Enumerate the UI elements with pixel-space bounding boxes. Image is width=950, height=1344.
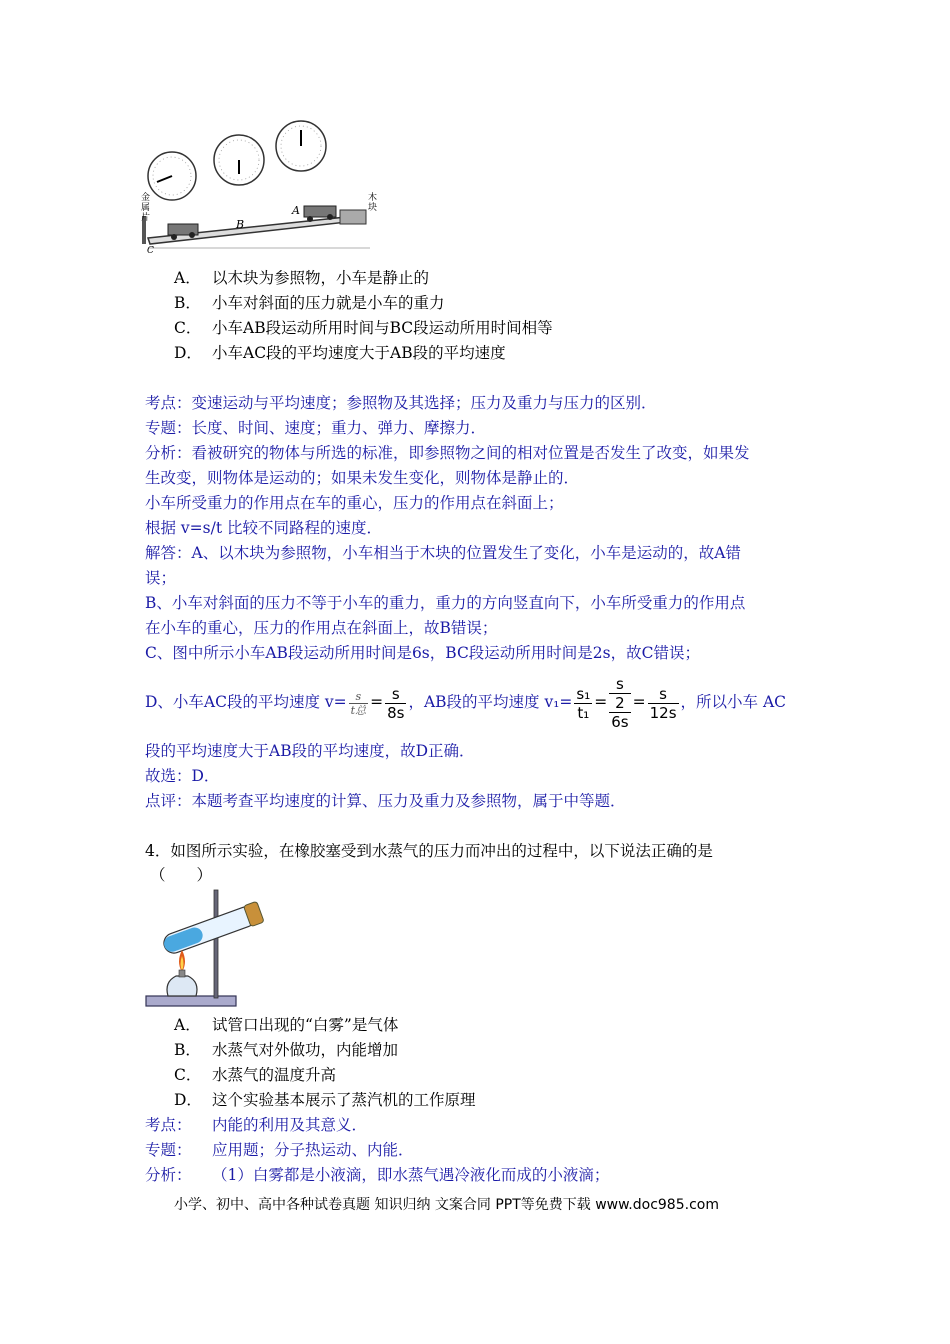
fraction-s-over-8s — [385, 685, 406, 722]
option-letter: B． — [174, 294, 201, 312]
clock-icon-a — [276, 121, 326, 171]
frac-den: 12s — [649, 703, 677, 722]
q3-jieda-1: 解答：A、以木块为参照物，小车相当于木块的位置发生了变化，小车是运动的，故A错 — [145, 544, 741, 562]
q4-option-d — [174, 1088, 476, 1112]
frac-den: t₁ — [577, 703, 590, 722]
label-a: A — [292, 204, 300, 217]
fraction-s1-over-t1 — [574, 685, 592, 722]
q3-option-b — [174, 291, 445, 315]
q3-zhuanti: 专题：长度、时间、速度；重力、弹力、摩擦力． — [145, 419, 487, 437]
q4-option-c — [174, 1063, 336, 1087]
q4-zhuanti — [145, 1138, 414, 1162]
label-right-block: 木块 — [368, 193, 378, 213]
q3-option-a — [174, 266, 429, 290]
fraction-s-over-12s — [648, 685, 679, 722]
q3-fenxi-1: 分析：看被研究的物体与所选的标准，即参照物之间的相对位置是否发生了改变，如果发 — [145, 444, 750, 462]
frac-den: 6s — [611, 713, 629, 731]
section-label: 分析： — [145, 1166, 192, 1184]
option-letter: C． — [174, 319, 202, 337]
label-b: B — [236, 218, 245, 231]
q3-fenxi-3: 小车所受重力的作用点在车的重心，压力的作用点在斜面上； — [145, 494, 564, 512]
frac-num: s — [609, 675, 630, 694]
option-letter: D． — [174, 1091, 202, 1109]
q3-jieda-5: C、图中所示小车AB段运动所用时间是6s，BC段运动所用时间是2s，故C错误； — [145, 644, 700, 662]
q3-jieda-2: 误； — [145, 569, 177, 587]
option-text: 小车对斜面的压力就是小车的重力 — [212, 294, 445, 312]
option-text: 以木块为参照物，小车是静止的 — [212, 269, 430, 287]
equals-sign: = — [594, 693, 608, 711]
test-tube-figure — [140, 886, 270, 1012]
option-letter: D． — [174, 344, 202, 362]
q3-kaodian: 考点：变速运动与平均速度；参照物及其选择；压力及重力与压力的区别． — [145, 394, 657, 412]
page-footer: 小学、初中、高中各种试卷真题 知识归纳 文案合同 PPT等免费下载 www.doc985.com — [174, 1197, 719, 1213]
formula-prefix: D、小车AC段的平均速度 v= — [145, 693, 347, 711]
q3-dianping: 点评：本题考查平均速度的计算、压力及重力及参照物，属于中等题． — [145, 792, 626, 810]
q4-fenxi — [145, 1163, 609, 1187]
q3-fenxi-2: 生改变，则物体是运动的；如果未发生变化，则物体是静止的． — [145, 469, 580, 487]
equals-sign: = — [370, 693, 384, 711]
q4-kaodian — [145, 1113, 367, 1137]
q3-option-d — [174, 341, 506, 365]
frac-den: 8s — [387, 703, 405, 722]
section-text: 应用题；分子热运动、内能． — [212, 1141, 414, 1159]
frac-num: s — [385, 685, 406, 704]
frac-den: t总 — [350, 703, 367, 717]
fraction-s-over-2-over-6s — [609, 675, 630, 731]
incline-clocks-figure — [140, 120, 380, 255]
clock-icon-c — [148, 152, 196, 200]
label-c: C — [147, 246, 154, 255]
q3-guxuan: 故选：D． — [145, 767, 220, 785]
option-letter: A． — [174, 1016, 201, 1034]
option-text: 试管口出现的“白雾”是气体 — [212, 1016, 399, 1034]
label-left-block: 金属片 — [141, 193, 151, 223]
q3-fenxi-4: 根据 v=s/t 比较不同路程的速度． — [145, 519, 383, 537]
section-text: （1）白雾都是小液滴，即水蒸气遇冷液化而成的小液滴； — [212, 1166, 610, 1184]
clock-icon-b — [214, 135, 264, 185]
section-label: 考点： — [145, 1116, 192, 1134]
option-text: 小车AC段的平均速度大于AB段的平均速度 — [212, 344, 506, 362]
q4-answer-blank: （ ） — [150, 866, 213, 884]
fraction-s-over-t — [349, 690, 368, 717]
frac-num: s — [648, 685, 679, 704]
option-text: 这个实验基本展示了蒸汽机的工作原理 — [212, 1091, 476, 1109]
formula-suffix: ，所以小车 AC — [680, 693, 786, 711]
option-text: 水蒸气的温度升高 — [212, 1066, 337, 1084]
q3-jieda-4: 在小车的重心，压力的作用点在斜面上，故B错误； — [145, 619, 498, 637]
section-label: 专题： — [145, 1141, 192, 1159]
frac-num: s — [349, 690, 368, 704]
frac-mid: 2 — [609, 694, 630, 713]
q3-jieda-6: 段的平均速度大于AB段的平均速度，故D正确． — [145, 742, 475, 760]
option-letter: A． — [174, 269, 201, 287]
section-text: 内能的利用及其意义． — [212, 1116, 368, 1134]
q3-jieda-3: B、小车对斜面的压力不等于小车的重力，重力的方向竖直向下，小车所受重力的作用点 — [145, 594, 746, 612]
option-text: 小车AB段运动所用时间与BC段运动所用时间相等 — [212, 319, 553, 337]
q3-jieda-d-formula — [145, 675, 786, 731]
option-letter: C． — [174, 1066, 202, 1084]
option-letter: B． — [174, 1041, 201, 1059]
option-text: 水蒸气对外做功，内能增加 — [212, 1041, 399, 1059]
q4-stem: 4．如图所示实验，在橡胶塞受到水蒸气的压力而冲出的过程中，以下说法正确的是 — [145, 842, 713, 860]
formula-middle: ，AB段的平均速度 v₁= — [408, 693, 573, 711]
frac-num: s₁ — [576, 684, 591, 703]
q3-option-c — [174, 316, 553, 340]
q4-option-b — [174, 1038, 398, 1062]
q4-option-a — [174, 1013, 398, 1037]
equals-sign: = — [632, 693, 646, 711]
